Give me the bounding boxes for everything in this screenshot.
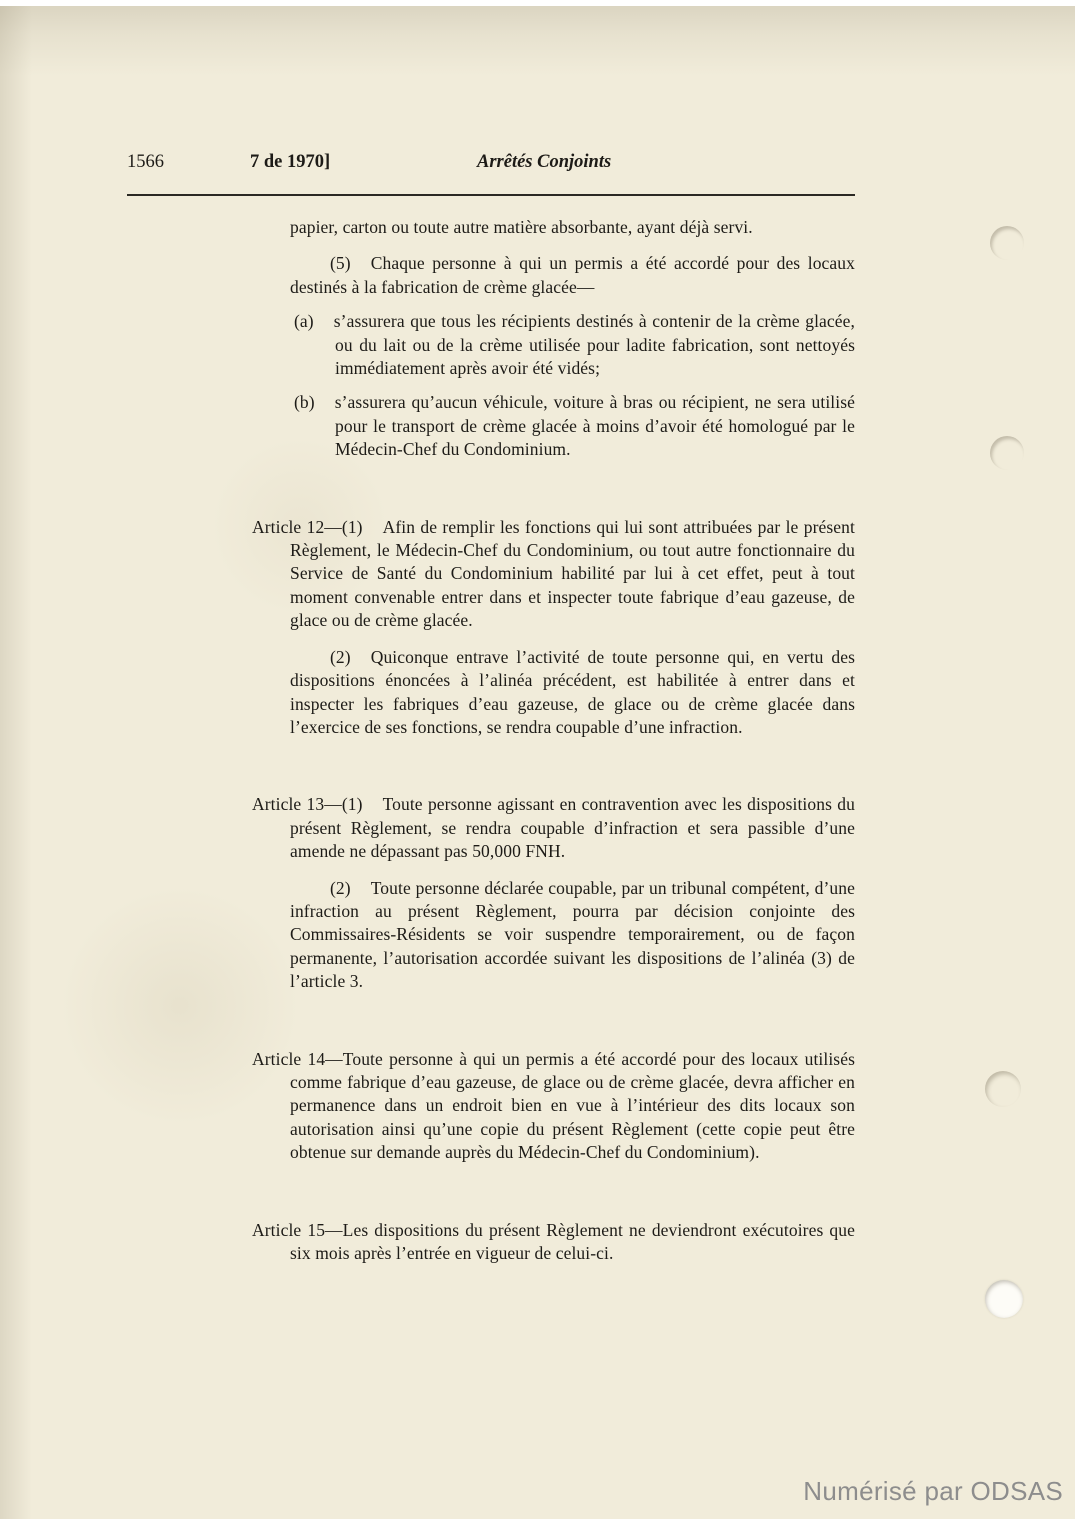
hole-punch xyxy=(990,436,1024,470)
scan-credit-watermark: Numérisé par ODSAS xyxy=(803,1476,1063,1506)
page-header xyxy=(0,152,1075,182)
article-13-para-1 xyxy=(252,793,855,863)
paragraph-label: (5) xyxy=(330,253,351,274)
paragraph-text: papier, carton ou toute autre matière absorbante, ayant déjà servi. xyxy=(290,217,753,237)
paragraph-continuation xyxy=(252,216,855,239)
article-label: Article 12—(1) xyxy=(252,516,363,537)
paragraph-label: (2) xyxy=(330,877,351,898)
header-divider xyxy=(127,194,855,196)
article-12-para-1 xyxy=(252,516,855,633)
list-item-b xyxy=(252,391,855,461)
paragraph-text: Toute personne déclarée coupable, par un tribunal compétent, d’une infraction au présent Règlement, pourra par décision conjointe des Commissaires-Résidents se voir suspendre temporairement, ou de façon permanente, l’autorisation accordée suivant les dispositions de l’alinéa (3) de l’article 3. xyxy=(290,877,855,992)
paragraph-5 xyxy=(252,252,855,299)
list-item-text: s’assurera qu’aucun véhicule, voiture à bras ou récipient, ne sera utilisé pour le transport de crème glacée à moins d’avoir été homologué par le Médecin-Chef du Condominium. xyxy=(334,392,855,460)
article-14 xyxy=(252,1048,855,1165)
article-12-para-2 xyxy=(252,646,855,740)
article-label: Article 15— xyxy=(252,1219,343,1240)
article-15 xyxy=(252,1219,855,1266)
list-item-label: (a) xyxy=(294,311,314,332)
article-13-para-2 xyxy=(252,877,855,994)
hole-punch xyxy=(985,1280,1023,1318)
paragraph-text: Quiconque entrave l’activité de toute personne qui, en vertu des dispositions énoncées à l’alinéa précédent, est habilitée à entrer dans et inspecter les fabriques d’eau gazeuse, de glace ou de crème glacée dans l’exercice de ses fonctions, se rendra coupable d’une infraction. xyxy=(290,646,855,737)
hole-punch xyxy=(990,226,1024,260)
page-number: 1566 xyxy=(127,152,164,172)
list-item-a xyxy=(252,310,855,380)
paragraph-text: Chaque personne à qui un permis a été accordé pour des locaux destinés à la fabrication de crème glacée— xyxy=(290,253,855,297)
document-body xyxy=(252,216,855,1265)
running-title: Arrêtés Conjoints xyxy=(477,152,612,172)
scanned-page xyxy=(0,6,1075,1519)
article-label: Article 13—(1) xyxy=(252,794,363,815)
article-label: Article 14— xyxy=(252,1048,343,1069)
article-text: Toute personne agissant en contravention avec les dispositions du présent Règlement, se rendra coupable d’infraction et sera passible d’une amende ne dépassant pas 50,000 FNH. xyxy=(290,794,855,862)
hole-punch xyxy=(985,1071,1021,1107)
list-item-label: (b) xyxy=(294,392,315,413)
list-item-text: s’assurera que tous les récipients destinés à contenir de la crème glacée, ou du lait ou de la crème utilisée pour ladite fabrication, sont nettoyés immédiatement après avoir été vidés; xyxy=(333,311,855,379)
paragraph-label: (2) xyxy=(330,646,351,667)
article-text: Toute personne à qui un permis a été accordé pour des locaux utilisés comme fabrique d’eau gazeuse, de glace ou de crème glacée, devra afficher en permanence dans un endroit bien en vue à l’intérieur des dits locaux son autorisation ainsi qu’une copie du présent Règlement (cette copie peut être obtenue sur demande auprès du Médecin-Chef du Condominium). xyxy=(290,1048,855,1163)
article-text: Afin de remplir les fonctions qui lui sont attribuées par le présent Règlement, le Médecin-Chef du Condominium, ou tout autre fonctionnaire du Service de Santé du Condominium habilité par lui à cet effet, peut à tout moment convenable entrer dans et inspecter toute fabrique d’eau gazeuse, de glace ou de crème glacée. xyxy=(290,516,855,631)
issue-reference: 7 de 1970] xyxy=(250,152,331,172)
article-text: Les dispositions du présent Règlement ne deviendront exécutoires que six mois après l’entrée en vigueur de celui-ci. xyxy=(290,1219,855,1263)
